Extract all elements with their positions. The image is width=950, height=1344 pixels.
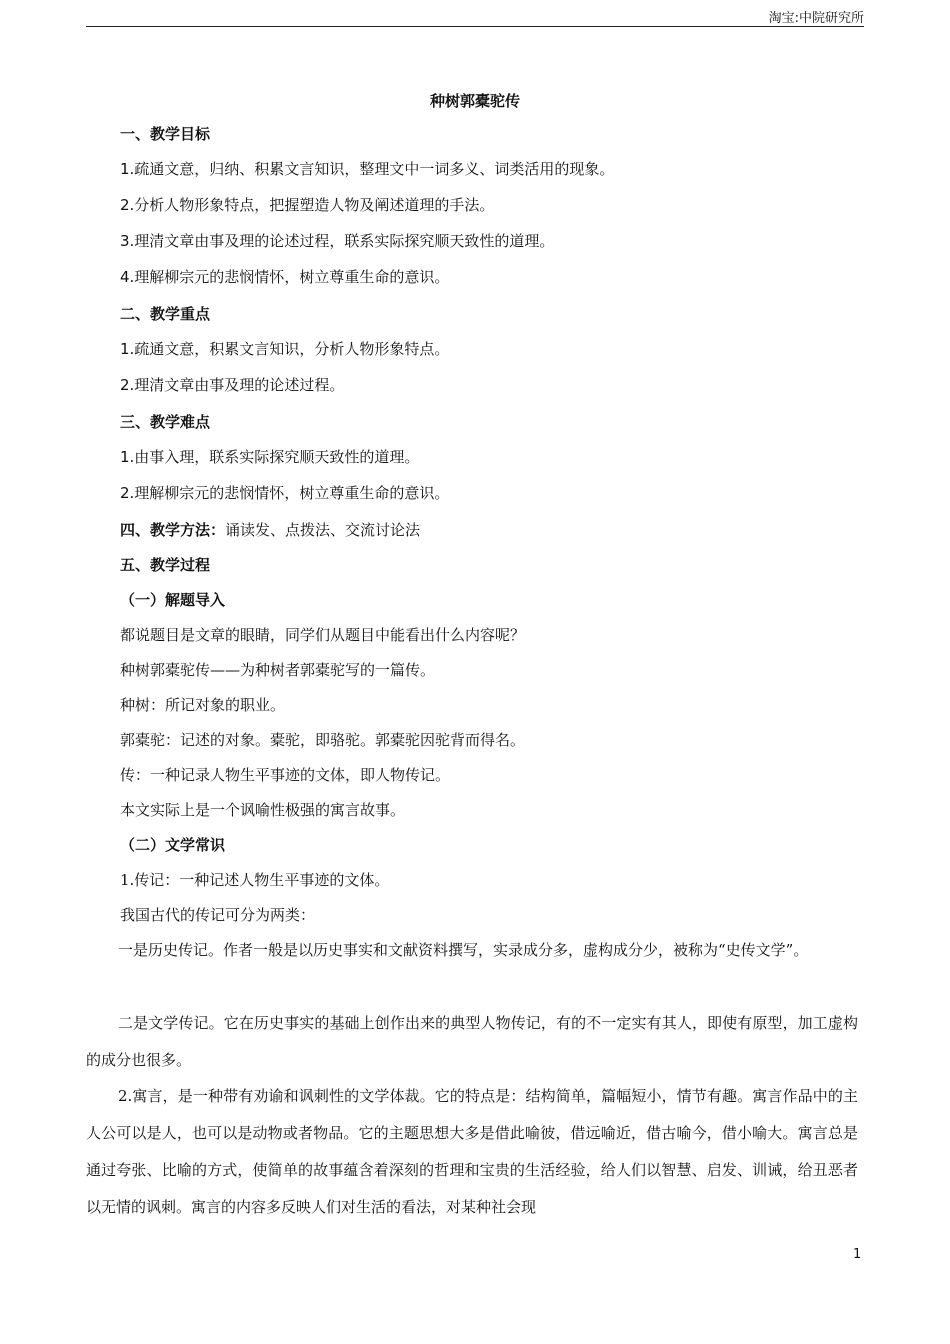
process-heading: 五、教学过程 bbox=[120, 556, 211, 574]
literature-line: 我国古代的传记可分为两类： bbox=[120, 906, 316, 924]
goals-heading: 一、教学目标 bbox=[120, 125, 211, 143]
literature-line: 1.传记：一种记述人物生平事迹的文体。 bbox=[120, 871, 390, 889]
difficulty-item: 2.理解柳宗元的悲悯情怀，树立尊重生命的意识。 bbox=[120, 484, 450, 502]
goal-item: 2.分析人物形象特点，把握塑造人物及阐述道理的手法。 bbox=[120, 196, 495, 214]
methods-label: 四、教学方法： bbox=[120, 521, 226, 539]
document-title: 种树郭橐驼传 bbox=[429, 92, 520, 110]
literature-paragraph: 二是文学传记。它在历史事实的基础上创作出来的典型人物传记，有的不一定实有其人，即使有原型，加工虚构的成分也很多。 bbox=[86, 1014, 858, 1069]
intro-line: 都说题目是文章的眼睛，同学们从题目中能看出什么内容呢？ bbox=[120, 626, 526, 644]
key-point-item: 2.理清文章由事及理的论述过程。 bbox=[120, 376, 345, 394]
intro-line: 种树郭橐驼传——为种树者郭橐驼写的一篇传。 bbox=[120, 661, 436, 679]
intro-line: 传：一种记录人物生平事迹的文体，即人物传记。 bbox=[120, 766, 451, 784]
header-source: 淘宝:中院研究所 bbox=[768, 11, 864, 26]
methods-line bbox=[120, 520, 420, 540]
page-header bbox=[86, 6, 864, 27]
key-point-item: 1.疏通文意，积累文言知识，分析人物形象特点。 bbox=[120, 340, 450, 358]
goal-item: 3.理清文章由事及理的论述过程，联系实际探究顺天致性的道理。 bbox=[120, 232, 555, 250]
literature-paragraph: 一是历史传记。作者一般是以历史事实和文献资料撰写，实录成分多，虚构成分少，被称为“史传文学”。 bbox=[118, 941, 809, 959]
literature-heading: （二）文学常识 bbox=[120, 836, 226, 854]
key-points-heading: 二、教学重点 bbox=[120, 305, 211, 323]
difficulty-item: 1.由事入理，联系实际探究顺天致性的道理。 bbox=[120, 448, 420, 466]
page-number: 1 bbox=[853, 1247, 862, 1262]
methods-text: 诵读发、点拨法、交流讨论法 bbox=[225, 521, 421, 539]
goal-item: 1.疏通文意，归纳、积累文言知识，整理文中一词多义、词类活用的现象。 bbox=[120, 160, 615, 178]
goal-item: 4.理解柳宗元的悲悯情怀，树立尊重生命的意识。 bbox=[120, 268, 450, 286]
intro-heading: （一）解题导入 bbox=[120, 591, 226, 609]
literature-paragraph: 2.寓言，是一种带有劝谕和讽刺性的文学体裁。它的特点是：结构简单，篇幅短小，情节有趣。寓言作品中的主人公可以是人，也可以是动物或者物品。它的主题思想大多是借此喻彼，借远喻近，借古喻今，借小喻大。寓言总是通过夸张、比喻的方式，使简单的故事蕴含着深刻的哲理和宝贵的生活经验，给人们以智慧、启发、训诫，给丑恶者以无情的讽刺。寓言的内容多反映人们对生活的看法，对某种社会现 bbox=[86, 1087, 858, 1216]
difficulties-heading: 三、教学难点 bbox=[120, 413, 211, 431]
intro-line: 郭橐驼：记述的对象。橐驼，即骆驼。郭橐驼因驼背而得名。 bbox=[120, 731, 526, 749]
intro-line: 种树：所记对象的职业。 bbox=[120, 696, 286, 714]
intro-line: 本文实际上是一个讽喻性极强的寓言故事。 bbox=[120, 801, 406, 819]
